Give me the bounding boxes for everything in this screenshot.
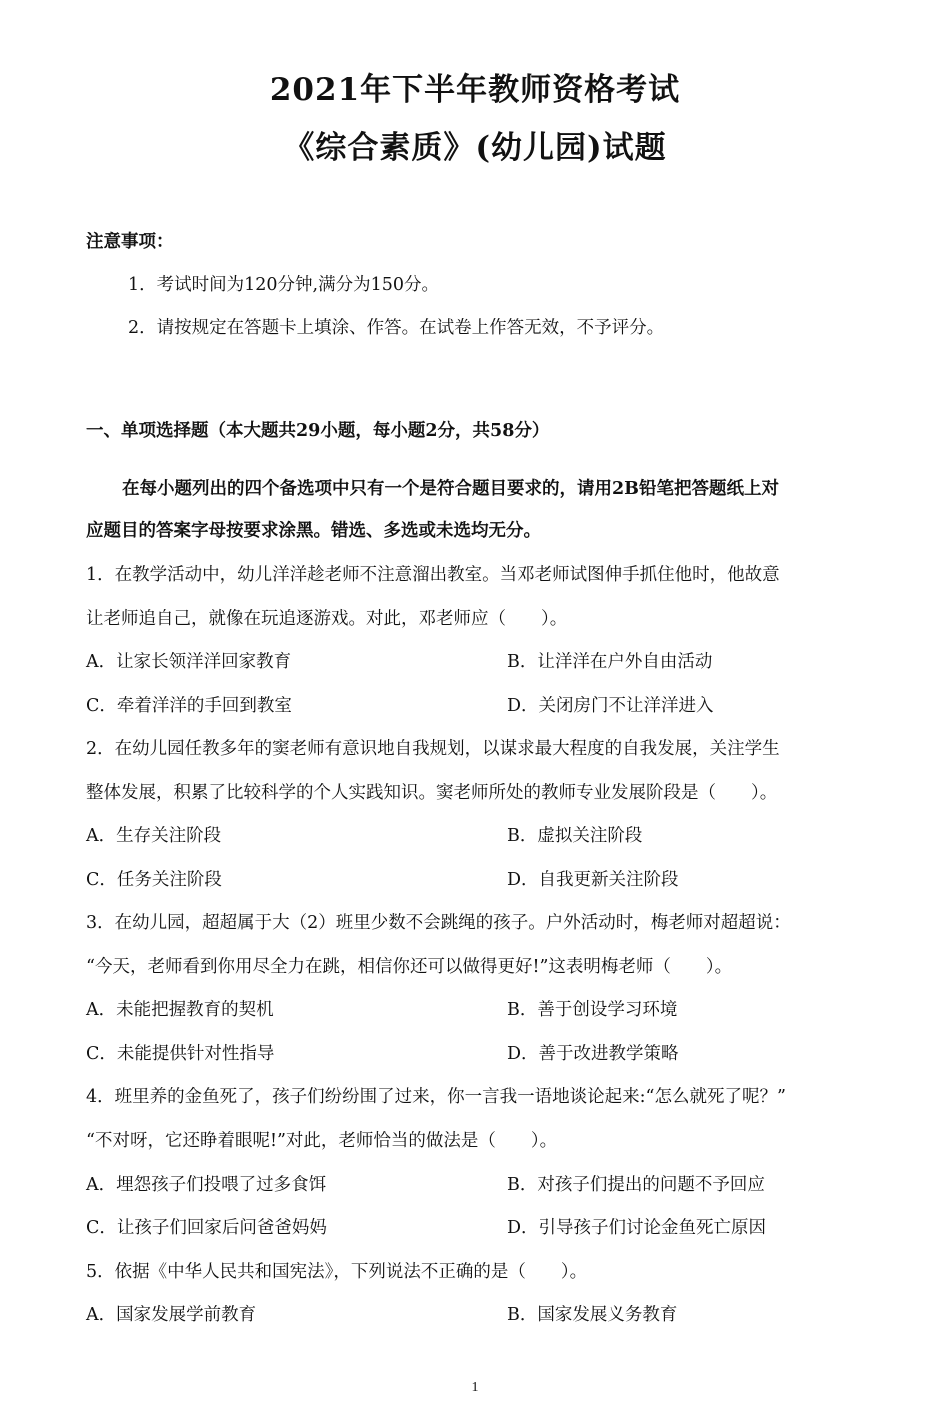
option-d: D．引导孩子们讨论金鱼死亡原因	[507, 1218, 767, 1238]
question-stem: 2．在幼儿园任教多年的窦老师有意识地自我规划，以谋求最大程度的自我发展，关注学生	[86, 739, 780, 759]
option-a: A．生存关注阶段	[86, 826, 222, 846]
option-a: A．让家长领洋洋回家教育	[86, 652, 292, 672]
question-stem: 1．在教学活动中，幼儿洋洋趁老师不注意溜出教室。当邓老师试图伸手抓住他时，他故意	[86, 565, 780, 585]
option-c: C．未能提供针对性指导	[86, 1044, 275, 1064]
section-instruction-line-2: 应题目的答案字母按要求涂黑。错选、多选或未选均无分。	[86, 521, 541, 541]
option-a: A．国家发展学前教育	[86, 1305, 257, 1325]
page-number: 1	[471, 1380, 479, 1395]
question-stem: 4．班里养的金鱼死了，孩子们纷纷围了过来，你一言我一语地谈论起来:“怎么就死了呢？”	[86, 1087, 786, 1107]
exam-title: 2021年下半年教师资格考试	[269, 72, 681, 108]
option-c: C．让孩子们回家后问爸爸妈妈	[86, 1218, 327, 1238]
question-stem: “今天，老师看到你用尽全力在跳，相信你还可以做得更好!”这表明梅老师（ ）。	[86, 957, 733, 977]
option-b: B．善于创设学习环境	[507, 1000, 678, 1020]
question-stem: 整体发展，积累了比较科学的个人实践知识。窦老师所处的教师专业发展阶段是（ ）。	[86, 783, 778, 803]
option-b: B．让洋洋在户外自由活动	[507, 652, 713, 672]
question-stem: 让老师追自己，就像在玩追逐游戏。对此，邓老师应（ ）。	[86, 609, 568, 629]
option-d: D．自我更新关注阶段	[507, 870, 679, 890]
option-a: A．未能把握教育的契机	[86, 1000, 274, 1020]
option-b: B．对孩子们提出的问题不予回应	[507, 1175, 765, 1195]
question-stem: 5．依据《中华人民共和国宪法》，下列说法不正确的是（ ）。	[86, 1262, 588, 1282]
option-b: B．虚拟关注阶段	[507, 826, 643, 846]
option-a: A．埋怨孩子们投喂了过多食饵	[86, 1175, 327, 1195]
option-c: C．牵着洋洋的手回到教室	[86, 696, 292, 716]
option-d: D．善于改进教学策略	[507, 1044, 679, 1064]
notice-item-2: 2．请按规定在答题卡上填涂、作答。在试卷上作答无效，不予评分。	[128, 318, 665, 338]
option-b: B．国家发展义务教育	[507, 1305, 678, 1325]
notice-heading: 注意事项：	[86, 232, 174, 252]
notice-item-1: 1．考试时间为120分钟,满分为150分。	[128, 275, 439, 295]
question-stem: “不对呀，它还睁着眼呢!”对此，老师恰当的做法是（ ）。	[86, 1131, 558, 1151]
option-d: D．关闭房门不让洋洋进入	[507, 696, 714, 716]
section-instruction-line-1: 在每小题列出的四个备选项中只有一个是符合题目要求的，请用2B铅笔把答题纸上对	[122, 479, 779, 499]
option-c: C．任务关注阶段	[86, 870, 222, 890]
section-heading: 一、单项选择题（本大题共29小题，每小题2分，共58分）	[86, 421, 550, 441]
exam-subtitle: 《综合素质》(幼儿园)试题	[283, 130, 667, 166]
question-stem: 3．在幼儿园，超超属于大（2）班里少数不会跳绳的孩子。户外活动时，梅老师对超超说：	[86, 913, 791, 933]
